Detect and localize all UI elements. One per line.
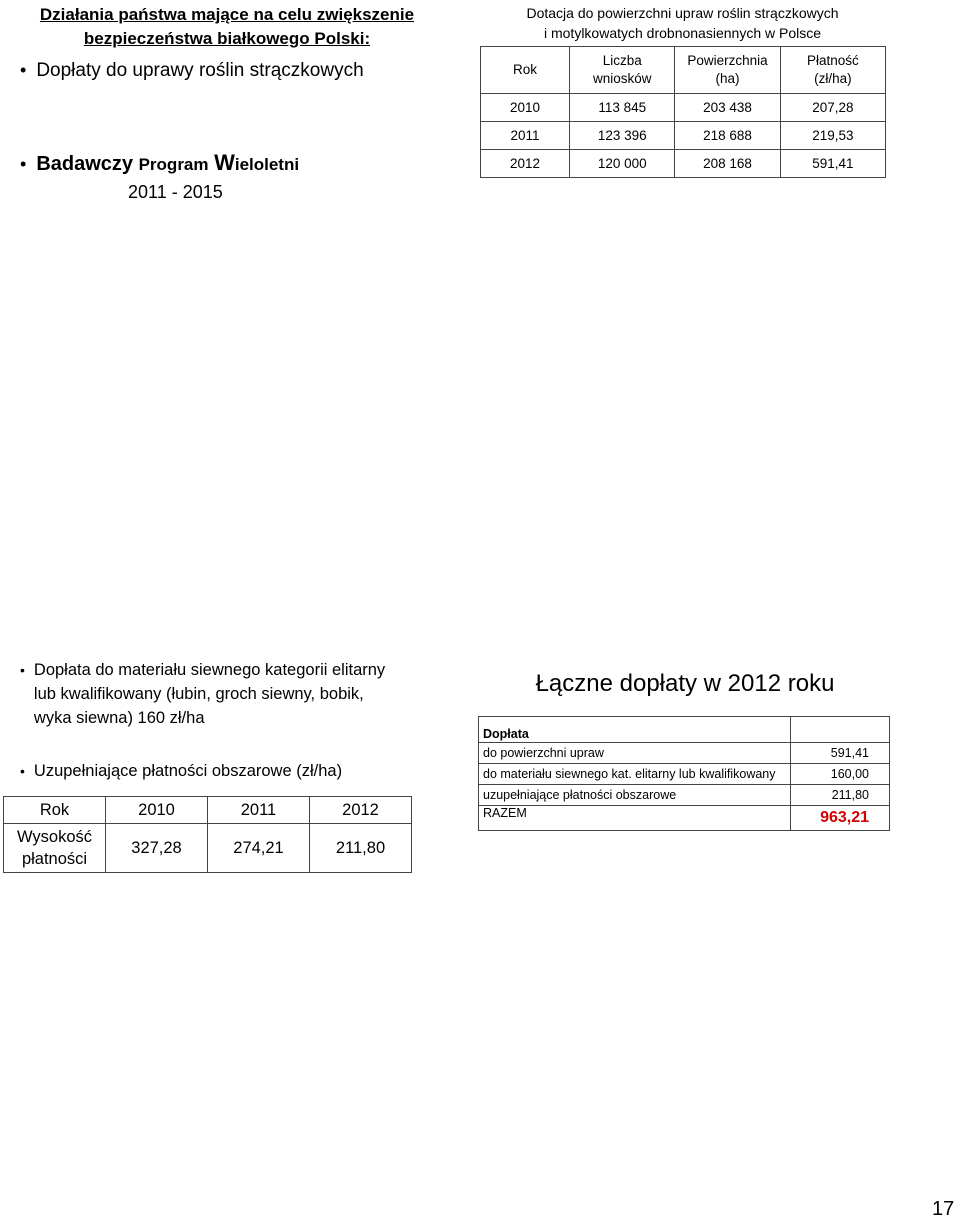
- bullet-icon: •: [20, 154, 27, 174]
- area-payments-table: [3, 796, 412, 873]
- research-program-initial: W: [214, 150, 235, 175]
- header-2012: 2012: [310, 797, 412, 824]
- page-number: 17: [932, 1198, 955, 1220]
- cell-payment: 207,28: [780, 94, 885, 122]
- header-area: Powierzchnia (ha): [675, 47, 780, 94]
- subsidy-table: [480, 46, 886, 178]
- research-program-text: [36, 150, 299, 176]
- program-years: 2011 - 2015: [128, 182, 223, 202]
- header-2011: 2011: [208, 797, 310, 824]
- table-row: [479, 785, 890, 806]
- bullet-legume-subsidies-text: Dopłaty do uprawy roślin strączkowych: [36, 60, 364, 81]
- cell-area: 218 688: [675, 122, 780, 150]
- header-2010: 2010: [106, 797, 208, 824]
- cell-label: uzupełniające płatności obszarowe: [479, 785, 791, 806]
- total-subsidies-title: Łączne dopłaty w 2012 roku: [535, 670, 835, 697]
- table-row: [479, 764, 890, 785]
- cell-value: 160,00: [791, 764, 890, 785]
- slide-title-line1: Działania państwa mające na celu zwiększenie: [39, 5, 415, 24]
- table-row: [4, 824, 412, 873]
- header-applications: Liczba wniosków: [570, 47, 675, 94]
- total-value: 963,21: [791, 806, 890, 831]
- table-row: [481, 94, 886, 122]
- table-header-row: [481, 47, 886, 94]
- subsidy-table-title-line1: Dotacja do powierzchni upraw roślin strączkowych: [526, 5, 839, 21]
- seed-subsidy-text: Dopłata do materiału siewnego kategorii elitarny lub kwalifikowany (łubin, groch siewny, bobik, wyka siewna) 160 zł/ha: [33, 661, 386, 727]
- row-label-payment-amount: Wysokość płatności: [4, 824, 106, 873]
- cell-year: 2010: [481, 94, 570, 122]
- cell-value: 274,21: [208, 824, 310, 873]
- table-total-row: [479, 806, 890, 831]
- total-subsidies-table: [478, 716, 890, 831]
- bullet-legume-subsidies: [20, 60, 364, 82]
- seed-subsidy-bullet: [20, 658, 390, 730]
- cell-payment: 219,53: [780, 122, 885, 150]
- cell-payment: 591,41: [780, 150, 885, 178]
- cell-value: 211,80: [310, 824, 412, 873]
- cell-applications: 120 000: [570, 150, 675, 178]
- cell-area: 208 168: [675, 150, 780, 178]
- table-row: [481, 122, 886, 150]
- bullet-icon: •: [20, 763, 25, 779]
- cell-value: 211,80: [791, 785, 890, 806]
- table-row: [481, 150, 886, 178]
- slide-title-line2: bezpieczeństwa białkowego Polski:: [83, 29, 371, 48]
- subsidy-table-title: [480, 3, 885, 43]
- cell-year: 2012: [481, 150, 570, 178]
- cell-value: 591,41: [791, 743, 890, 764]
- header-empty: [791, 717, 890, 743]
- research-program-word1: Badawczy: [36, 153, 134, 175]
- table-row: [479, 743, 890, 764]
- bullet-research-program: [20, 150, 299, 176]
- header-subsidy: Dopłata: [479, 717, 791, 743]
- cell-applications: 123 396: [570, 122, 675, 150]
- cell-label: do materiału siewnego kat. elitarny lub kwalifikowany: [479, 764, 791, 785]
- subsidy-table-title-line2: i motylkowatych drobnonasiennych w Polsce: [543, 25, 822, 41]
- area-payments-bullet: [20, 762, 342, 781]
- area-payments-text: Uzupełniające płatności obszarowe (zł/ha): [33, 762, 343, 780]
- bullet-icon: •: [20, 60, 27, 80]
- cell-year: 2011: [481, 122, 570, 150]
- bullet-icon: •: [20, 662, 25, 678]
- header-year: Rok: [481, 47, 570, 94]
- table-header-row: [4, 797, 412, 824]
- cell-applications: 113 845: [570, 94, 675, 122]
- research-program-word3-rest: ieloletni: [234, 155, 300, 174]
- header-payment: Płatność (zł/ha): [780, 47, 885, 94]
- cell-label: do powierzchni upraw: [479, 743, 791, 764]
- total-label: RAZEM: [479, 806, 791, 831]
- table-header-row: [479, 717, 890, 743]
- slide-title: [27, 3, 427, 51]
- header-year: Rok: [4, 797, 106, 824]
- research-program-word2: Program: [138, 155, 209, 174]
- cell-value: 327,28: [106, 824, 208, 873]
- cell-area: 203 438: [675, 94, 780, 122]
